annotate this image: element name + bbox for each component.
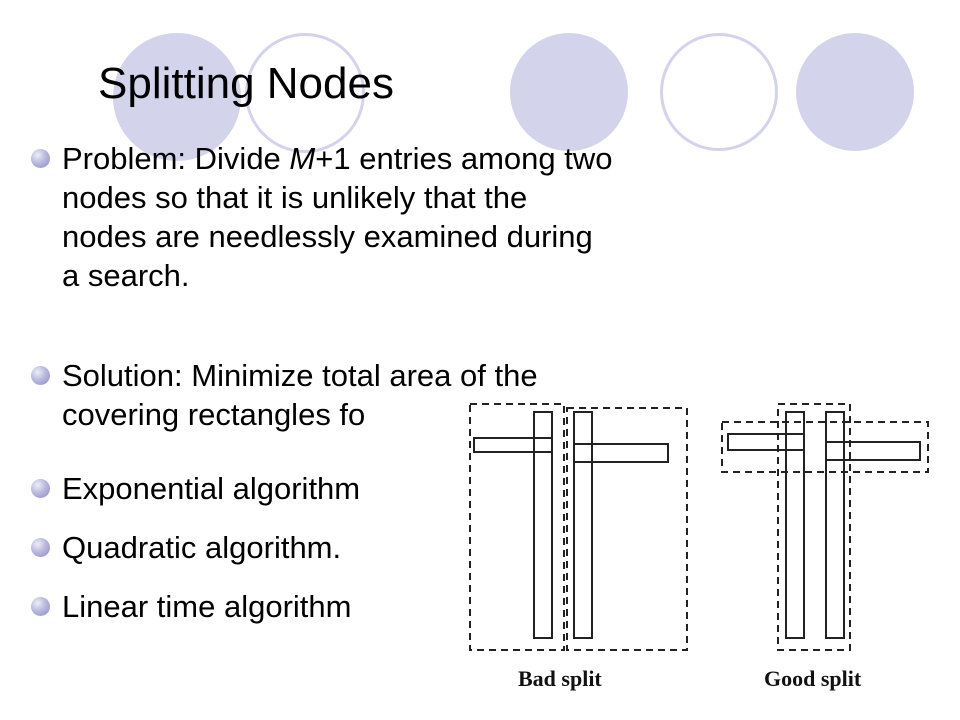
good-split-label: Good split xyxy=(764,666,862,691)
bullet-line: a search. xyxy=(62,258,190,293)
split-figure xyxy=(460,400,950,700)
good-left-vertical-rect xyxy=(786,412,804,638)
bullet-exponential xyxy=(62,469,360,508)
bullet-line: Exponential algorithm xyxy=(62,471,361,506)
bullet-problem xyxy=(62,139,613,295)
bullet-line: nodes so that it is unlikely that the xyxy=(62,180,528,215)
bad-left-vertical-rect xyxy=(534,412,552,638)
bullet-quadratic xyxy=(62,528,341,567)
good-right-horizontal-rect xyxy=(826,442,920,460)
split-diagram xyxy=(460,400,950,700)
bad-split-diagram xyxy=(470,404,687,650)
bad-right-vertical-rect xyxy=(574,412,592,638)
good-split-bbox-vertical xyxy=(778,404,850,650)
bullet-line: Linear time algorithm xyxy=(62,589,352,624)
bad-right-horizontal-rect xyxy=(574,444,668,462)
bullet-line: Solution: Minimize total area of the xyxy=(62,358,538,393)
bullet-dot xyxy=(31,597,50,616)
bullet-linear xyxy=(62,587,351,626)
bullet-dot xyxy=(31,149,50,168)
bullet-line: Problem: Divide M+1 entries among two xyxy=(62,141,613,176)
bad-split-bbox-left xyxy=(470,404,564,650)
bad-left-horizontal-rect xyxy=(474,438,552,452)
good-right-vertical-rect xyxy=(826,412,844,638)
bullet-dot xyxy=(31,538,50,557)
bullet-dot xyxy=(31,366,50,385)
slide-title: Splitting Nodes xyxy=(98,59,394,108)
bullet-dot xyxy=(31,479,50,498)
bullet-line: Quadratic algorithm. xyxy=(62,530,342,565)
bullet-line: covering rectangles fo xyxy=(62,397,366,432)
good-split-diagram xyxy=(722,404,928,650)
bullet-line: nodes are needlessly examined during xyxy=(62,219,593,254)
bad-split-label: Bad split xyxy=(518,666,602,691)
good-left-horizontal-rect xyxy=(728,434,804,450)
